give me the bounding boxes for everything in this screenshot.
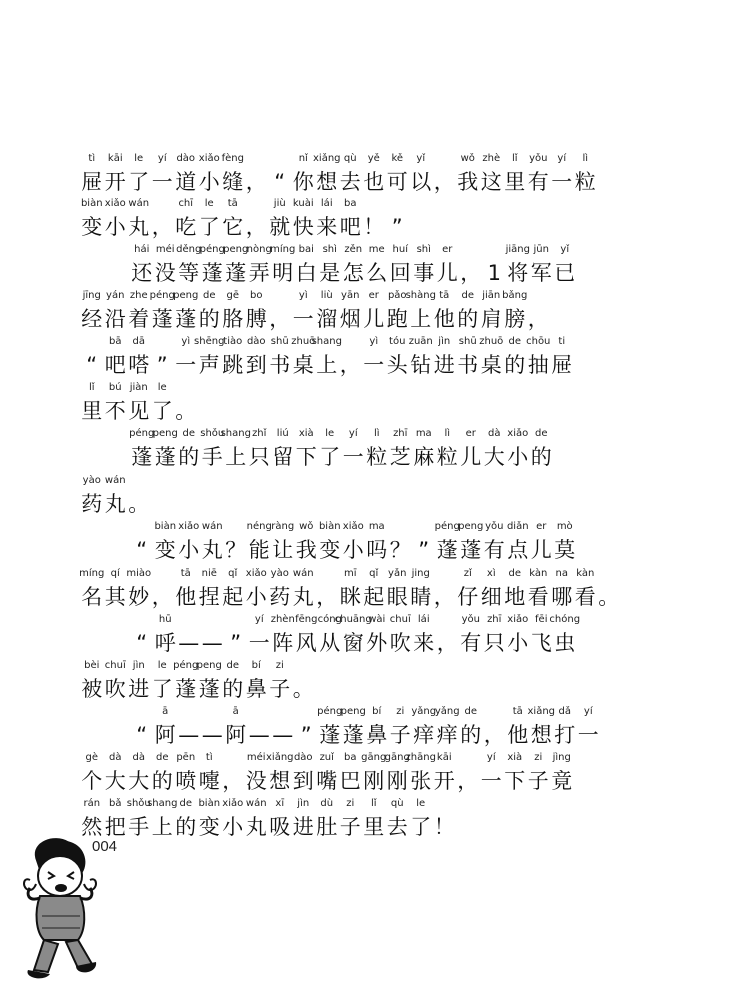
pinyin-syllable: gāng [361, 752, 387, 763]
pinyin-syllable: er [442, 244, 453, 255]
pinyin-row [0, 382, 750, 396]
pinyin-syllable: lì [373, 428, 380, 439]
hanzi-text: 个 大 大 的 喷 嚏 ， 没 想 到 嘴 巴 刚 刚 张 开 ， 一 下 子 竟 [81, 769, 573, 793]
pinyin-syllable: jing [411, 568, 430, 579]
pinyin-syllable: yán [106, 290, 125, 301]
pinyin-syllable: fēng [295, 614, 318, 625]
pinyin-syllable: zhī [487, 614, 502, 625]
pinyin-syllable: péng [317, 706, 343, 717]
pinyin-syllable: lǐ [511, 153, 518, 164]
pinyin-syllable: dà [132, 752, 145, 763]
pinyin-syllable: chōu [526, 336, 551, 347]
pinyin-syllable: děng [176, 244, 202, 255]
pinyin-row [0, 290, 750, 304]
pinyin-syllable: huí [392, 244, 408, 255]
pinyin-syllable: tā [512, 706, 523, 717]
pinyin-syllable: pēn [176, 752, 196, 763]
pinyin-syllable: yě [367, 153, 380, 164]
pinyin-syllable: yí [557, 153, 567, 164]
pinyin-syllable: tóu [389, 336, 406, 347]
pinyin-syllable: yǎn [388, 568, 407, 579]
pinyin-syllable: yí [348, 428, 358, 439]
pinyin-row [0, 614, 750, 628]
pinyin-syllable: xiǎo [507, 428, 529, 439]
pinyin-syllable: de [179, 798, 192, 809]
pinyin-syllable: bí [251, 660, 261, 671]
pinyin-syllable: shang [220, 428, 251, 439]
pinyin-row [0, 244, 750, 258]
pinyin-syllable: biàn [154, 521, 177, 532]
pinyin-syllable: fèng [221, 153, 244, 164]
pinyin-syllable: xiǎng [265, 752, 294, 763]
pinyin-syllable: dā [132, 336, 145, 347]
pinyin-syllable: er [465, 428, 476, 439]
pinyin-syllable: yì [369, 336, 379, 347]
hanzi-text: 然 把 手 上 的 变 小 丸 吸 进 肚 子 里 去 了 ！ [81, 815, 455, 839]
page-number: 004 [92, 838, 118, 855]
pinyin-row [0, 336, 750, 350]
hanzi-text: “ 呼 — — ” 一 阵 风 从 窗 外 吹 来 ， 有 只 小 飞 虫 [136, 631, 576, 655]
boy-legs [34, 940, 58, 972]
hanzi-text: 名 其 妙 ， 他 捏 起 小 药 丸 ， 眯 起 眼 睛 ， 仔 细 地 看 哪 看 。 [81, 585, 620, 609]
pinyin-syllable: kàn [576, 568, 595, 579]
pinyin-syllable: tā [227, 198, 238, 209]
hanzi-text: 经 沿 着 蓬 蓬 的 胳 膊 ， 一 溜 烟 儿 跑 上 他 的 肩 膀 ， [81, 307, 549, 331]
pinyin-syllable: zǐ [463, 568, 472, 579]
pinyin-syllable: shì [416, 244, 431, 255]
cartoon-boy-icon [14, 836, 102, 996]
pinyin-syllable: ba [344, 752, 357, 763]
pinyin-syllable: peng [223, 244, 249, 255]
hanzi-text: 还 没 等 蓬 蓬 弄 明 白 是 怎 么 回 事 儿 ， 1 将 军 已 [131, 261, 576, 285]
pinyin-syllable: xiǎo [178, 521, 200, 532]
pinyin-syllable: le [157, 382, 167, 393]
pinyin-syllable: yì [181, 336, 191, 347]
pinyin-syllable: wán [201, 521, 223, 532]
pinyin-syllable: de [226, 660, 239, 671]
pinyin-syllable: péng [199, 244, 225, 255]
pinyin-syllable: zěn [344, 244, 363, 255]
pinyin-row [0, 706, 750, 720]
pinyin-syllable: tā [439, 290, 450, 301]
pinyin-row [0, 752, 750, 766]
pinyin-syllable: lì [582, 153, 589, 164]
pinyin-syllable: qǐ [369, 568, 379, 579]
pinyin-syllable: shēng [194, 336, 225, 347]
pinyin-syllable: ba [344, 198, 357, 209]
hanzi-text: “ 吧 嗒 ” 一 声 跳 到 书 桌 上 ， 一 头 钻 进 书 桌 的 抽 屉 [86, 353, 573, 377]
pinyin-syllable: de [508, 568, 521, 579]
text-line [0, 752, 750, 798]
pinyin-syllable: xì [486, 568, 496, 579]
pinyin-syllable: liù [320, 290, 333, 301]
pinyin-syllable: wǒ [299, 521, 314, 532]
pinyin-syllable: yǒu [529, 153, 548, 164]
pinyin-syllable: zhèn [270, 614, 295, 625]
pinyin-syllable: chuāng [334, 614, 372, 625]
pinyin-syllable: diǎn [506, 521, 529, 532]
pinyin-syllable: yí [254, 614, 264, 625]
pinyin-syllable: péng [173, 660, 199, 671]
hanzi-text: 里 不 见 了 。 [81, 399, 197, 423]
pinyin-syllable: xiǎo [104, 198, 126, 209]
pinyin-syllable: le [204, 198, 214, 209]
pinyin-syllable: wán [292, 568, 314, 579]
pinyin-syllable: ā [232, 706, 239, 717]
pinyin-row [0, 798, 750, 812]
pinyin-syllable: biàn [198, 798, 221, 809]
text-line [0, 153, 750, 199]
pinyin-syllable: zhī [393, 428, 408, 439]
pinyin-syllable: bā [109, 336, 122, 347]
pinyin-syllable: rán [83, 798, 101, 809]
pinyin-syllable: dà [488, 428, 501, 439]
pinyin-syllable: le [325, 428, 335, 439]
pinyin-syllable: de [464, 706, 477, 717]
hanzi-text: 被 吹 进 了 蓬 蓬 的 鼻 子 。 [81, 677, 314, 701]
pinyin-syllable: ma [368, 521, 385, 532]
pinyin-syllable: wài [368, 614, 386, 625]
pinyin-syllable: zuān [408, 336, 433, 347]
pinyin-syllable: shū [458, 336, 477, 347]
pinyin-syllable: lái [417, 614, 430, 625]
pinyin-syllable: ā [162, 706, 169, 717]
text-line [0, 614, 750, 660]
pinyin-syllable: bo [250, 290, 263, 301]
text-line [0, 521, 750, 567]
pinyin-syllable: de [461, 290, 474, 301]
pinyin-syllable: cóng [317, 614, 342, 625]
pinyin-syllable: yào [270, 568, 289, 579]
pinyin-syllable: ti [558, 336, 566, 347]
pinyin-syllable: biàn [318, 521, 341, 532]
pinyin-syllable: tā [180, 568, 191, 579]
pinyin-syllable: bèi [84, 660, 100, 671]
pinyin-row [0, 428, 750, 442]
pinyin-syllable: jìn [297, 798, 310, 809]
pinyin-syllable: zhuō [291, 336, 316, 347]
pinyin-syllable: zhuō [479, 336, 504, 347]
pinyin-syllable: péng [434, 521, 460, 532]
hanzi-text: “ 变 小 丸 ？ 能 让 我 变 小 吗 ？ ” 蓬 蓬 有 点 儿 莫 [136, 538, 576, 562]
pinyin-syllable: shàng [405, 290, 436, 301]
pinyin-syllable: wán [104, 475, 126, 486]
pinyin-syllable: chuī [389, 614, 411, 625]
pinyin-syllable: shǒu [126, 798, 151, 809]
pinyin-syllable: le [416, 798, 426, 809]
pinyin-syllable: xià [298, 428, 314, 439]
pinyin-syllable: mī [343, 568, 357, 579]
pinyin-row [0, 660, 750, 674]
pinyin-syllable: xiǎo [222, 798, 244, 809]
pinyin-syllable: de [508, 336, 521, 347]
pinyin-syllable: tì [205, 752, 213, 763]
pinyin-syllable: me [368, 244, 385, 255]
pinyin-syllable: peng [340, 706, 366, 717]
pinyin-syllable: zi [396, 706, 405, 717]
text-line [0, 475, 750, 521]
pinyin-row [0, 153, 750, 167]
text-line [0, 336, 750, 382]
pinyin-syllable: bǎng [502, 290, 528, 301]
pinyin-syllable: lì [444, 428, 451, 439]
pinyin-syllable: yí [157, 153, 167, 164]
pinyin-syllable: méi [155, 244, 175, 255]
pinyin-row [0, 521, 750, 535]
pinyin-syllable: xiǎo [507, 614, 529, 625]
pinyin-syllable: hái [134, 244, 150, 255]
pinyin-syllable: jìn [132, 660, 145, 671]
pinyin-syllable: chuī [104, 660, 126, 671]
pinyin-syllable: lái [320, 198, 333, 209]
pinyin-syllable: shang [311, 336, 342, 347]
pinyin-syllable: xī [275, 798, 285, 809]
pinyin-syllable: yào [82, 475, 101, 486]
pinyin-syllable: fēi [535, 614, 548, 625]
pinyin-syllable: qí [110, 568, 120, 579]
pinyin-syllable: yǐ [416, 153, 426, 164]
pinyin-syllable: yǎng [411, 706, 437, 717]
pinyin-syllable: liú [276, 428, 289, 439]
pinyin-syllable: kāi [107, 153, 123, 164]
pinyin-syllable: zi [275, 660, 284, 671]
pinyin-syllable: jiàn [129, 382, 148, 393]
pinyin-syllable: ràng [271, 521, 295, 532]
pinyin-syllable: wán [128, 198, 150, 209]
pinyin-syllable: yí [486, 752, 496, 763]
text-line [0, 428, 750, 474]
pinyin-syllable: yān [341, 290, 360, 301]
pinyin-syllable: qǐ [228, 568, 238, 579]
pinyin-syllable: bú [108, 382, 122, 393]
pinyin-syllable: yí [583, 706, 593, 717]
pinyin-syllable: péng [149, 290, 175, 301]
pinyin-syllable: wán [245, 798, 267, 809]
pinyin-syllable: zi [346, 798, 355, 809]
pinyin-syllable: míng [79, 568, 105, 579]
pinyin-syllable: dào [246, 336, 266, 347]
pinyin-syllable: yì [298, 290, 308, 301]
pinyin-syllable: tì [88, 153, 96, 164]
pinyin-syllable: chī [178, 198, 194, 209]
pinyin-syllable: jiāng [505, 244, 530, 255]
pinyin-syllable: nòng [246, 244, 272, 255]
pinyin-syllable: zi [534, 752, 543, 763]
pinyin-syllable: er [536, 521, 547, 532]
pinyin-syllable: de [203, 290, 216, 301]
pinyin-syllable: kāi [436, 752, 452, 763]
pinyin-syllable: xiǎo [342, 521, 364, 532]
pinyin-syllable: méi [246, 752, 266, 763]
pinyin-syllable: xiǎng [527, 706, 556, 717]
pinyin-syllable: biàn [80, 198, 103, 209]
pinyin-syllable: jìn [438, 336, 451, 347]
pinyin-syllable: dǎ [558, 706, 571, 717]
pinyin-syllable: xià [507, 752, 523, 763]
text-line [0, 244, 750, 290]
pinyin-syllable: jīng [82, 290, 101, 301]
pinyin-row [0, 475, 750, 489]
pinyin-syllable: néng [246, 521, 272, 532]
pinyin-syllable: le [134, 153, 144, 164]
pinyin-syllable: xiǎo [198, 153, 220, 164]
pinyin-syllable: shang [147, 798, 178, 809]
pinyin-syllable: dào [293, 752, 313, 763]
boy-body [37, 896, 85, 940]
hanzi-text: 变 小 丸 ， 吃 了 它 ， 就 快 来 吧 ！ ” [81, 215, 403, 239]
pinyin-syllable: hū [158, 614, 172, 625]
pinyin-syllable: chóng [549, 614, 581, 625]
pinyin-syllable: jiān [482, 290, 501, 301]
pinyin-syllable: peng [196, 660, 222, 671]
pinyin-syllable: shì [322, 244, 337, 255]
pinyin-syllable: gē [226, 290, 239, 301]
pinyin-syllable: na [555, 568, 568, 579]
pinyin-syllable: wǒ [460, 153, 475, 164]
pinyin-syllable: xiǎo [245, 568, 267, 579]
pinyin-syllable: jìng [552, 752, 571, 763]
text-line [0, 382, 750, 428]
text-line [0, 290, 750, 336]
pinyin-syllable: kě [391, 153, 404, 164]
pinyin-syllable: zhe [129, 290, 148, 301]
pinyin-syllable: dào [176, 153, 196, 164]
pinyin-syllable: xiǎng [312, 153, 341, 164]
pinyin-syllable: lǐ [370, 798, 377, 809]
pinyin-syllable: míng [270, 244, 296, 255]
text-line [0, 706, 750, 752]
pinyin-row [0, 198, 750, 212]
hanzi-text: 屉 开 了 一 道 小 缝 ， “ 你 想 去 也 可 以 ， 我 这 里 有 一 粒 [81, 170, 596, 194]
pinyin-syllable: kàn [529, 568, 548, 579]
pinyin-syllable: de [156, 752, 169, 763]
pinyin-syllable: zhè [482, 153, 501, 164]
pinyin-syllable: ma [415, 428, 432, 439]
hanzi-text: “ 阿 — — 阿 — — ” 蓬 蓬 鼻 子 痒 痒 的 ， 他 想 打 一 [136, 723, 599, 747]
pinyin-syllable: tiào [223, 336, 243, 347]
pinyin-syllable: bai [298, 244, 314, 255]
pinyin-syllable: bǎ [109, 798, 122, 809]
pinyin-syllable: bí [372, 706, 382, 717]
pinyin-syllable: jiù [273, 198, 286, 209]
pinyin-syllable: qù [343, 153, 357, 164]
pinyin-syllable: dù [320, 798, 334, 809]
pinyin-syllable: jūn [533, 244, 549, 255]
pinyin-syllable: shū [270, 336, 289, 347]
pinyin-syllable: zhāng [405, 752, 436, 763]
pinyin-syllable: nǐ [298, 153, 308, 164]
pinyin-syllable: de [182, 428, 195, 439]
pinyin-syllable: zuǐ [319, 752, 334, 763]
pinyin-syllable: pǎo [387, 290, 407, 301]
hanzi-text: 蓬 蓬 的 手 上 只 留 下 了 一 粒 芝 麻 粒 儿 大 小 的 [131, 445, 552, 469]
text-line [0, 198, 750, 244]
pinyin-row [0, 568, 750, 582]
pinyin-syllable: er [368, 290, 379, 301]
pinyin-syllable: peng [152, 428, 178, 439]
pinyin-syllable: yǎng [434, 706, 460, 717]
text-line [0, 568, 750, 614]
pinyin-syllable: le [157, 660, 167, 671]
hanzi-text: 药 丸 。 [81, 492, 150, 516]
pinyin-syllable: dà [109, 752, 122, 763]
pinyin-syllable: niē [201, 568, 217, 579]
pinyin-syllable: gè [85, 752, 98, 763]
pinyin-syllable: mò [556, 521, 573, 532]
pinyin-syllable: kuài [292, 198, 314, 209]
pinyin-syllable: yǒu [461, 614, 480, 625]
pinyin-syllable: qù [390, 798, 404, 809]
pinyin-syllable: de [535, 428, 548, 439]
pinyin-syllable: yǐ [560, 244, 570, 255]
pinyin-syllable: miào [126, 568, 152, 579]
pinyin-syllable: shǒu [200, 428, 225, 439]
pinyin-syllable: lǐ [88, 382, 95, 393]
pinyin-syllable: gāng [384, 752, 410, 763]
text-line [0, 660, 750, 706]
pinyin-syllable: zhǐ [252, 428, 267, 439]
pinyin-syllable: péng [129, 428, 155, 439]
pinyin-syllable: yǒu [485, 521, 504, 532]
pinyin-syllable: peng [458, 521, 484, 532]
pinyin-syllable: peng [173, 290, 199, 301]
